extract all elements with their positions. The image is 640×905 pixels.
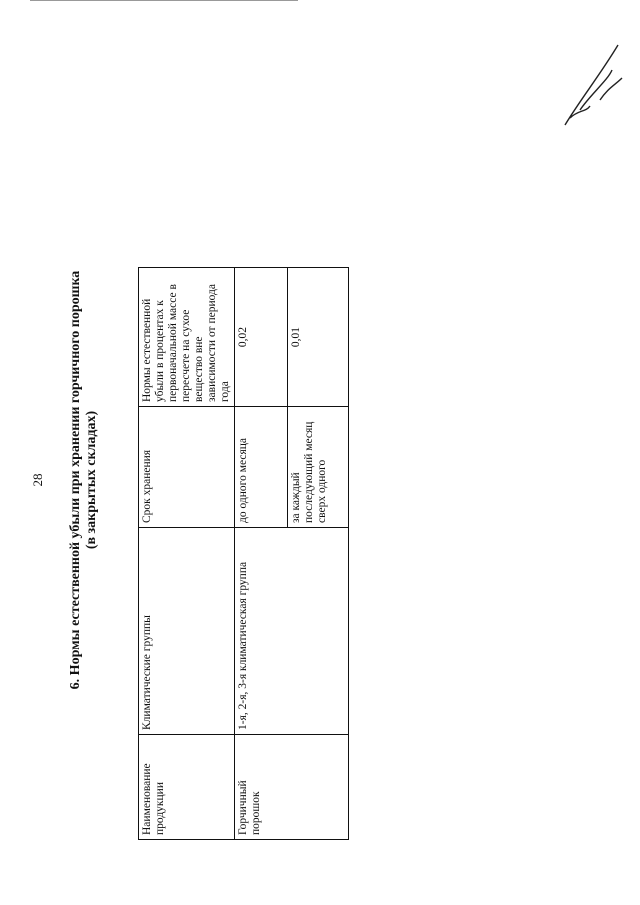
top-rule xyxy=(30,0,298,1)
cell-period: до одного месяца xyxy=(235,407,288,528)
cell-climate-group: 1-я, 2-я, 3-я климатическая группа xyxy=(235,528,349,735)
header-climate-group: Климатические группы xyxy=(139,528,235,735)
table-row xyxy=(235,268,288,840)
cell-period: за каждый последующий месяц сверх одного xyxy=(288,407,349,528)
page-number: 28 xyxy=(30,473,45,487)
cell-norm: 0,02 xyxy=(235,268,288,407)
table-header-row xyxy=(139,268,235,840)
cell-product: Горчичный порошок xyxy=(235,735,349,840)
signature-mark xyxy=(560,40,630,130)
page-title xyxy=(68,80,100,880)
header-storage-period: Срок хранения xyxy=(139,407,235,528)
title-line-2: (в закрытых складах) xyxy=(84,410,99,550)
title-line-1: 6. Нормы естественной убыли при хранении горчичного порошка xyxy=(68,270,83,690)
rotated-page xyxy=(0,80,640,880)
cell-norm: 0,01 xyxy=(288,268,349,407)
header-product: Наименование продукции xyxy=(139,735,235,840)
header-norm: Нормы естественной убыли в процентах к первоначальной массе в пересчете на сухое вещество вне зависимости от периода года xyxy=(139,268,235,407)
norms-table xyxy=(138,267,349,840)
